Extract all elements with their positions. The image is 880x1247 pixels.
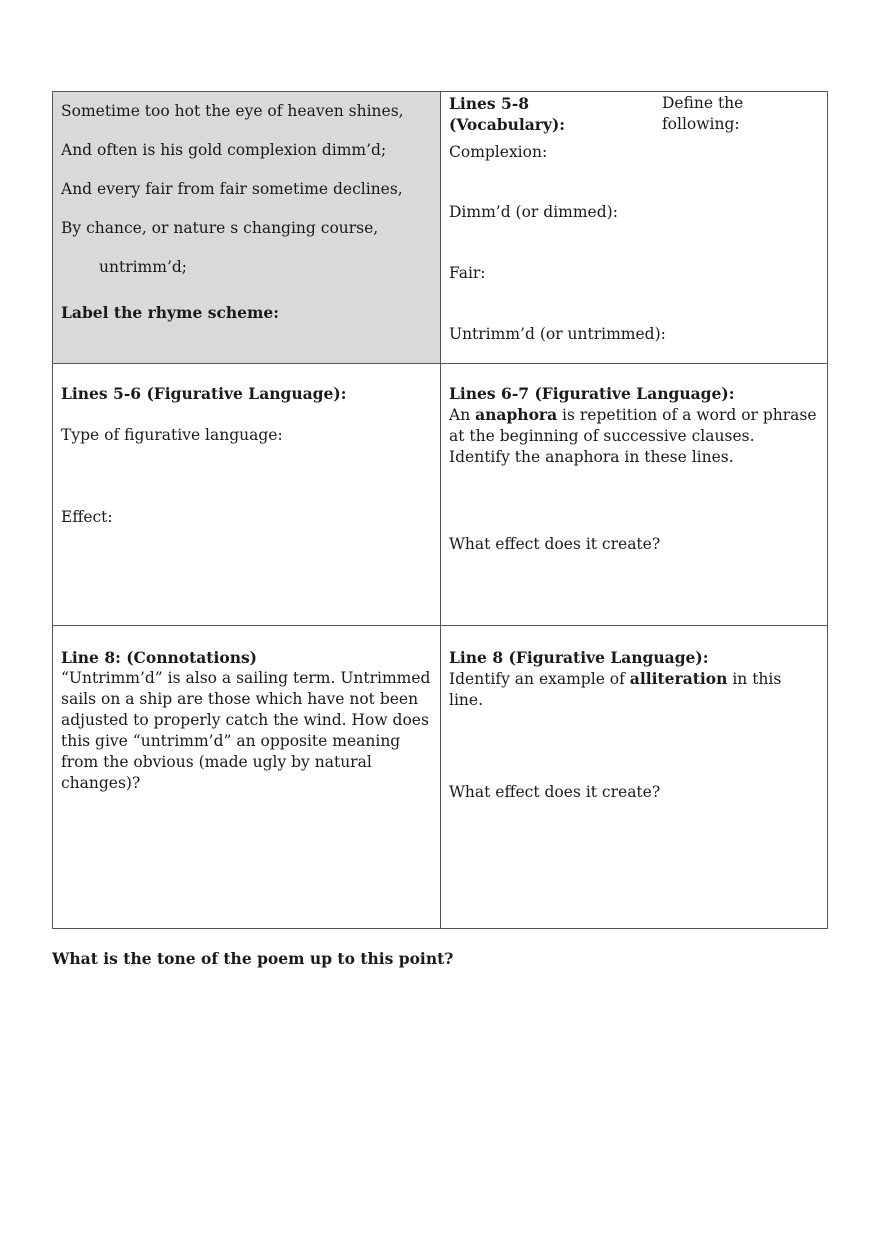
alliteration-term: alliteration (629, 669, 728, 688)
vocabulary-heading-row (449, 93, 819, 135)
fig67-heading: Lines 6-7 (Figurative Language): (449, 384, 735, 403)
fig56-effect-question: Effect: (61, 508, 113, 526)
figurative-lines-6-7-cell (441, 364, 827, 626)
figurative-line-8-cell (441, 626, 827, 928)
poem-line-2: And often is his gold complexion dimm’d; (61, 141, 387, 159)
connotations-heading: Line 8: (Connotations) (61, 648, 258, 667)
tone-question: What is the tone of the poem up to this point? (52, 949, 454, 968)
anaphora-term: anaphora (475, 405, 558, 424)
vocabulary-cell (441, 92, 827, 364)
connotations-text: “Untrimm’d” is also a sailing term. Untrimmed sails on a ship are those which have not been adjusted to properly catch the wind. How does this give “untrimm’d” an opposite meaning from the obvious (made ugly by natural changes)? (61, 669, 431, 792)
poem-cell (53, 92, 441, 364)
fig8-heading: Line 8 (Figurative Language): (449, 648, 709, 667)
poem-line-5: untrimm’d; (99, 258, 188, 276)
fig8-text-post: in this line. (449, 670, 782, 709)
vocabulary-heading: Lines 5-8 (Vocabulary): (449, 94, 566, 134)
vocab-term-fair: Fair: (449, 264, 486, 282)
fig56-heading: Lines 5-6 (Figurative Language): (61, 384, 347, 403)
rhyme-scheme-prompt: Label the rhyme scheme: (61, 303, 279, 322)
poem-line-4: By chance, or nature s changing course, (61, 219, 379, 237)
poem-line-3: And every fair from fair sometime declines, (61, 180, 403, 198)
worksheet-table (52, 91, 828, 929)
fig67-text-pre: An (449, 406, 476, 424)
fig8-text-pre: Identify an example of (449, 670, 630, 688)
vocabulary-instruction: Define the following: (661, 94, 744, 133)
fig8-instructions (449, 668, 819, 711)
fig56-type-question: Type of figurative language: (61, 426, 283, 444)
poem-line-1: Sometime too hot the eye of heaven shines, (61, 102, 404, 120)
fig67-text-post: is repetition of a word or phrase at the beginning of successive clauses. Identify the anaphora in these lines. (449, 406, 817, 466)
connotations-cell (53, 626, 441, 928)
fig67-instructions (449, 404, 819, 468)
vocab-term-dimmd: Dimm’d (or dimmed): (449, 203, 618, 221)
fig8-effect-question: What effect does it create? (449, 783, 661, 801)
vocab-term-untrimmd: Untrimm’d (or untrimmed): (449, 325, 666, 343)
fig67-effect-question: What effect does it create? (449, 535, 661, 553)
figurative-lines-5-6-cell (53, 364, 441, 626)
vocab-term-complexion: Complexion: (449, 143, 548, 161)
